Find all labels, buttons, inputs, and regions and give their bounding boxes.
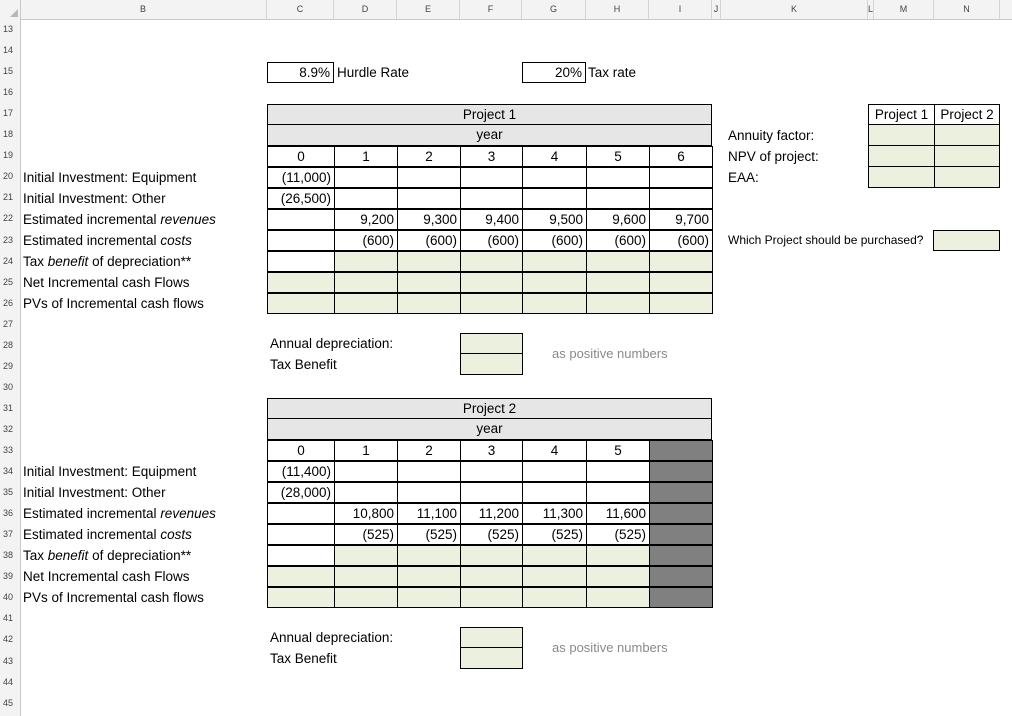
project1-cost-y5[interactable]: (600): [586, 230, 650, 251]
project1-pv-y5[interactable]: [586, 293, 650, 314]
project2-other-y0[interactable]: (28,000): [267, 482, 335, 503]
summary-project1-value-0[interactable]: [868, 125, 935, 146]
column-header-c[interactable]: C: [267, 0, 334, 19]
project1-cell[interactable]: [460, 167, 523, 188]
project1-year-1[interactable]: 1: [334, 146, 398, 167]
project1-pv-y0[interactable]: [267, 293, 335, 314]
tax-rate-cell[interactable]: 20%: [522, 62, 586, 83]
row-label-emphasis: benefit: [47, 548, 89, 563]
project1-cell[interactable]: [586, 188, 650, 209]
project2-cell[interactable]: [334, 461, 398, 482]
project2-cell[interactable]: [586, 461, 650, 482]
summary-project2-value-1[interactable]: [934, 146, 1000, 167]
project2-net-cf-y4[interactable]: [522, 566, 587, 587]
row-header-18[interactable]: 18: [3, 129, 14, 140]
project2-cost-y4[interactable]: (525): [522, 524, 587, 545]
project2-cost-y5[interactable]: (525): [586, 524, 650, 545]
row-label-text: PVs of Incremental cash flows: [23, 590, 204, 605]
project1-year-0[interactable]: 0: [267, 146, 335, 167]
row-header-23[interactable]: 23: [3, 234, 14, 245]
row-header-28[interactable]: 28: [3, 339, 14, 350]
project2-revenue-y4[interactable]: 11,300: [522, 503, 587, 524]
row-header-40[interactable]: 40: [3, 592, 14, 603]
row-header-44[interactable]: 44: [3, 676, 14, 687]
project2-row-label-0: [23, 461, 196, 482]
row-label-text: Initial Investment: Other: [23, 191, 166, 206]
project2-row-label-4: [23, 545, 191, 566]
summary-project1-value-2[interactable]: [868, 167, 935, 188]
row-label-text: PVs of Incremental cash flows: [23, 296, 204, 311]
project1-row-label-4: [23, 251, 191, 272]
row-label-emphasis: revenues: [160, 506, 216, 521]
row-header-39[interactable]: 39: [3, 571, 14, 582]
project1-net-cf-y5[interactable]: [586, 272, 650, 293]
project1-cost-y3[interactable]: (600): [460, 230, 523, 251]
row-header-41[interactable]: 41: [3, 613, 14, 624]
project2-cell[interactable]: [267, 503, 335, 524]
project1-cell[interactable]: [649, 188, 713, 209]
project1-equipment-y0[interactable]: (11,000): [267, 167, 335, 188]
project1-year-5[interactable]: 5: [586, 146, 650, 167]
row-label-emphasis: revenues: [160, 212, 216, 227]
project2-tax-benefit-y2[interactable]: [397, 545, 461, 566]
project1-tax-benefit-label: Tax Benefit: [270, 357, 337, 372]
project1-cell[interactable]: [522, 167, 587, 188]
which-project-answer-cell[interactable]: [933, 230, 1000, 251]
row-label-text: Initial Investment: Equipment: [23, 464, 197, 479]
row-label-text: Estimated incremental: [23, 233, 161, 248]
project2-year-2[interactable]: 2: [397, 440, 461, 461]
project1-cell[interactable]: [397, 167, 461, 188]
row-header-45[interactable]: 45: [3, 697, 14, 708]
row-header-24[interactable]: 24: [3, 255, 14, 266]
row-header-22[interactable]: 22: [3, 213, 14, 224]
project2-revenue-y5[interactable]: 11,600: [586, 503, 650, 524]
project2-tax-benefit-y3[interactable]: [460, 545, 523, 566]
row-header-14[interactable]: 14: [3, 45, 14, 56]
project2-revenue-y3[interactable]: 11,200: [460, 503, 523, 524]
project2-cell[interactable]: [267, 545, 335, 566]
row-header-31[interactable]: 31: [3, 402, 14, 413]
hurdle-rate-cell[interactable]: 8.9%: [267, 62, 334, 83]
project1-cell[interactable]: [267, 251, 335, 272]
project1-title: Project 1: [267, 104, 712, 125]
select-all-corner[interactable]: [0, 0, 21, 20]
project1-revenue-y4[interactable]: 9,500: [522, 209, 587, 230]
project2-revenue-y2[interactable]: 11,100: [397, 503, 461, 524]
project2-pv-y5[interactable]: [586, 587, 650, 608]
project2-blocked-cell: [649, 503, 713, 524]
project2-tax-benefit-input[interactable]: [460, 648, 523, 669]
row-header-16[interactable]: 16: [3, 87, 14, 98]
row-header-36[interactable]: 36: [3, 508, 14, 519]
project2-cell[interactable]: [397, 461, 461, 482]
project1-cost-y2[interactable]: (600): [397, 230, 461, 251]
project2-cell[interactable]: [586, 482, 650, 503]
row-header-38[interactable]: 38: [3, 550, 14, 561]
row-header-17[interactable]: 17: [3, 108, 14, 119]
row-header-26[interactable]: 26: [3, 297, 14, 308]
row-header-30[interactable]: 30: [3, 381, 14, 392]
summary-header-project1[interactable]: Project 1: [868, 104, 935, 125]
row-header-35[interactable]: 35: [3, 487, 14, 498]
project2-cell[interactable]: [397, 482, 461, 503]
row-header-32[interactable]: 32: [3, 423, 14, 434]
row-label-text: Initial Investment: Equipment: [23, 170, 197, 185]
project1-cell[interactable]: [397, 188, 461, 209]
project2-note: as positive numbers: [552, 640, 668, 655]
project1-year-4[interactable]: 4: [522, 146, 587, 167]
project2-row-label-2: [23, 503, 216, 524]
project1-year-2[interactable]: 2: [397, 146, 461, 167]
row-header-15[interactable]: 15: [3, 66, 14, 77]
project2-pv-y0[interactable]: [267, 587, 335, 608]
row-header-42[interactable]: 42: [3, 634, 14, 645]
project1-revenue-y2[interactable]: 9,300: [397, 209, 461, 230]
summary-label-1: NPV of project:: [728, 149, 819, 164]
tax-rate-label: Tax rate: [588, 65, 637, 80]
row-header-19[interactable]: 19: [3, 150, 14, 161]
summary-header-project2[interactable]: Project 2: [934, 104, 1000, 125]
project2-cost-y2[interactable]: (525): [397, 524, 461, 545]
row-label-text: Tax: [23, 254, 48, 269]
row-header-13[interactable]: 13: [3, 24, 14, 34]
project1-tax-benefit-input[interactable]: [460, 354, 523, 375]
project1-cell[interactable]: [334, 167, 398, 188]
project1-row-label-5: [23, 272, 190, 293]
project2-pv-y2[interactable]: [397, 587, 461, 608]
row-label-emphasis: benefit: [47, 254, 89, 269]
summary-project2-value-0[interactable]: [934, 125, 1000, 146]
project1-tax-benefit-y2[interactable]: [397, 251, 461, 272]
project2-cell[interactable]: [460, 461, 523, 482]
project2-cell[interactable]: [460, 482, 523, 503]
project2-row-label-1: [23, 482, 166, 503]
column-header-bar: [0, 0, 1012, 20]
project1-cell[interactable]: [460, 188, 523, 209]
project1-net-cf-y1[interactable]: [334, 272, 398, 293]
column-header-l[interactable]: L: [868, 0, 874, 19]
row-header-37[interactable]: 37: [3, 529, 14, 540]
project2-title: Project 2: [267, 398, 712, 419]
project1-revenue-y5[interactable]: 9,600: [586, 209, 650, 230]
project1-row-label-6: [23, 293, 204, 314]
project2-blocked-cell: [649, 587, 713, 608]
project1-pv-y6[interactable]: [649, 293, 713, 314]
project2-cell[interactable]: [267, 524, 335, 545]
project2-net-cf-y3[interactable]: [460, 566, 523, 587]
project2-net-cf-y5[interactable]: [586, 566, 650, 587]
row-label-text: Initial Investment: Other: [23, 485, 166, 500]
project2-equipment-y0[interactable]: (11,400): [267, 461, 335, 482]
project2-blocked-cell: [649, 461, 713, 482]
project1-tax-benefit-y1[interactable]: [334, 251, 398, 272]
project1-depreciation-label: Annual depreciation:: [270, 336, 394, 351]
project1-net-cf-y0[interactable]: [267, 272, 335, 293]
summary-label-0: Annuity factor:: [728, 128, 815, 143]
project1-depreciation-input[interactable]: [460, 333, 523, 354]
project1-cell[interactable]: [334, 188, 398, 209]
row-header-43[interactable]: 43: [3, 655, 14, 666]
project2-cell[interactable]: [522, 482, 587, 503]
project1-tax-benefit-y6[interactable]: [649, 251, 713, 272]
project1-net-cf-y4[interactable]: [522, 272, 587, 293]
column-header-h[interactable]: H: [586, 0, 649, 19]
project1-year-label: year: [267, 125, 712, 146]
project1-pv-y4[interactable]: [522, 293, 587, 314]
project2-tax-benefit-y4[interactable]: [522, 545, 587, 566]
project2-tax-benefit-y5[interactable]: [586, 545, 650, 566]
row-label-text: Estimated incremental: [23, 506, 161, 521]
project2-row-label-6: [23, 587, 204, 608]
project1-cell[interactable]: [267, 230, 335, 251]
row-label-emphasis: costs: [160, 527, 192, 542]
column-header-b[interactable]: B: [20, 0, 267, 19]
row-header-34[interactable]: 34: [3, 466, 14, 477]
project1-row-label-0: [23, 167, 196, 188]
project2-revenue-y1[interactable]: 10,800: [334, 503, 398, 524]
project1-cost-y4[interactable]: (600): [522, 230, 587, 251]
project2-blocked-cell: [649, 545, 713, 566]
column-header-m[interactable]: M: [874, 0, 934, 19]
row-header-21[interactable]: 21: [3, 192, 14, 203]
project2-tax-benefit-y1[interactable]: [334, 545, 398, 566]
summary-project1-value-1[interactable]: [868, 146, 935, 167]
project1-pv-y3[interactable]: [460, 293, 523, 314]
project2-year-label: year: [267, 419, 712, 440]
project2-cost-y1[interactable]: (525): [334, 524, 398, 545]
row-label-text: Tax: [23, 548, 48, 563]
project1-row-label-2: [23, 209, 216, 230]
project2-year-3[interactable]: 3: [460, 440, 523, 461]
row-label-text: Estimated incremental: [23, 527, 161, 542]
project1-year-6[interactable]: 6: [649, 146, 713, 167]
project2-year-5[interactable]: 5: [586, 440, 650, 461]
project1-note: as positive numbers: [552, 346, 668, 361]
project1-tax-benefit-y5[interactable]: [586, 251, 650, 272]
project2-tax-benefit-label: Tax Benefit: [270, 651, 337, 666]
project1-cell[interactable]: [649, 167, 713, 188]
row-header-bar: [0, 19, 21, 716]
row-header-33[interactable]: 33: [3, 445, 14, 455]
row-label-text: Net Incremental cash Flows: [23, 275, 190, 290]
project1-cell[interactable]: [522, 188, 587, 209]
project2-blocked-cell: [649, 566, 713, 587]
row-label-suffix: of depreciation**: [88, 254, 192, 269]
project2-pv-y4[interactable]: [522, 587, 587, 608]
project1-row-label-3: [23, 230, 192, 251]
project2-net-cf-y2[interactable]: [397, 566, 461, 587]
project1-other-y0[interactable]: (26,500): [267, 188, 335, 209]
column-header-k[interactable]: K: [721, 0, 868, 19]
row-label-text: Net Incremental cash Flows: [23, 569, 190, 584]
project2-net-cf-y1[interactable]: [334, 566, 398, 587]
column-header-g[interactable]: G: [522, 0, 586, 19]
project2-year-0[interactable]: 0: [267, 440, 335, 461]
project1-tax-benefit-y3[interactable]: [460, 251, 523, 272]
project2-pv-y3[interactable]: [460, 587, 523, 608]
project1-cell[interactable]: [267, 209, 335, 230]
project2-pv-y1[interactable]: [334, 587, 398, 608]
column-header-j[interactable]: J: [712, 0, 721, 19]
project1-net-cf-y2[interactable]: [397, 272, 461, 293]
row-label-text: Estimated incremental: [23, 212, 161, 227]
summary-project2-value-2[interactable]: [934, 167, 1000, 188]
project1-net-cf-y6[interactable]: [649, 272, 713, 293]
project1-cost-y6[interactable]: (600): [649, 230, 713, 251]
project2-row-label-3: [23, 524, 192, 545]
project2-net-cf-y0[interactable]: [267, 566, 335, 587]
column-header-e[interactable]: E: [397, 0, 460, 19]
project2-year-1[interactable]: 1: [334, 440, 398, 461]
project1-cost-y1[interactable]: (600): [334, 230, 398, 251]
project2-cell[interactable]: [334, 482, 398, 503]
project1-row-label-1: [23, 188, 166, 209]
row-header-20[interactable]: 20: [3, 171, 14, 182]
row-label-emphasis: costs: [160, 233, 192, 248]
project1-cell[interactable]: [586, 167, 650, 188]
project2-blocked-cell: [649, 482, 713, 503]
row-header-27[interactable]: 27: [3, 318, 14, 329]
project1-tax-benefit-y4[interactable]: [522, 251, 587, 272]
hurdle-rate-label: Hurdle Rate: [337, 65, 410, 80]
project1-pv-y2[interactable]: [397, 293, 461, 314]
project2-cost-y3[interactable]: (525): [460, 524, 523, 545]
which-project-question: Which Project should be purchased?: [728, 233, 924, 247]
project2-blocked-cell: [649, 524, 713, 545]
project2-blocked-cell: [649, 440, 713, 461]
column-header-i[interactable]: I: [649, 0, 712, 19]
project1-revenue-y1[interactable]: 9,200: [334, 209, 398, 230]
project2-depreciation-input[interactable]: [460, 627, 523, 648]
project1-net-cf-y3[interactable]: [460, 272, 523, 293]
project1-pv-y1[interactable]: [334, 293, 398, 314]
row-header-29[interactable]: 29: [3, 360, 14, 371]
project1-revenue-y6[interactable]: 9,700: [649, 209, 713, 230]
summary-label-2: EAA:: [728, 170, 759, 185]
project2-year-4[interactable]: 4: [522, 440, 587, 461]
project1-revenue-y3[interactable]: 9,400: [460, 209, 523, 230]
project2-depreciation-label: Annual depreciation:: [270, 630, 394, 645]
column-header-n[interactable]: N: [934, 0, 1000, 19]
column-header-d[interactable]: D: [334, 0, 397, 19]
row-label-suffix: of depreciation**: [88, 548, 192, 563]
project1-year-3[interactable]: 3: [460, 146, 523, 167]
project2-cell[interactable]: [522, 461, 587, 482]
row-header-25[interactable]: 25: [3, 276, 14, 287]
project2-row-label-5: [23, 566, 190, 587]
column-header-f[interactable]: F: [460, 0, 522, 19]
